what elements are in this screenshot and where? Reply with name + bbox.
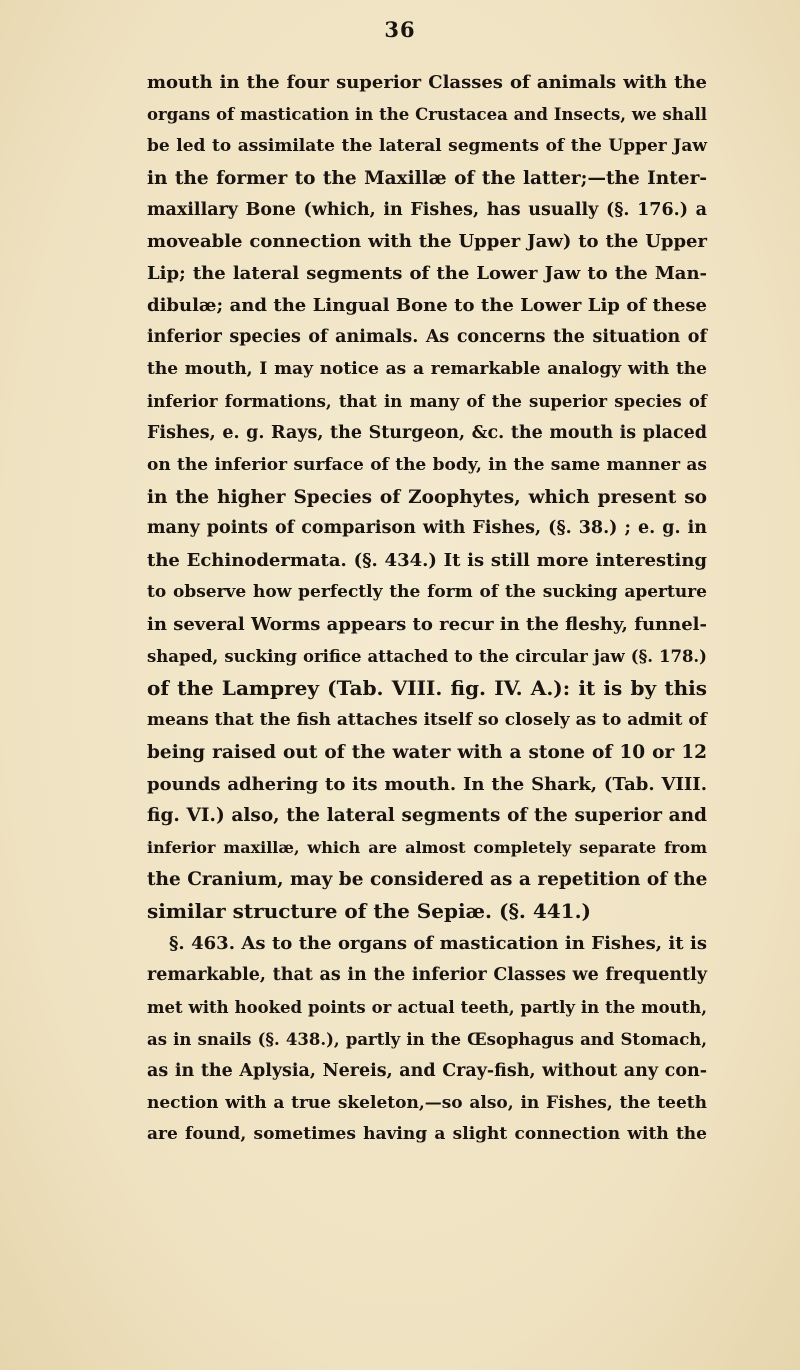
text-line: inferior species of animals. As concerns the situation of: [147, 327, 707, 348]
text-line: Fishes, e. g. Rays, the Sturgeon, &c. the mouth is placed: [147, 422, 707, 443]
text-line: to observe how perfectly the form of the sucking aperture: [147, 582, 707, 603]
text-line: the mouth, I may notice as a remarkable analogy with the: [147, 359, 707, 380]
text-line: pounds adhering to its mouth. In the Shark, (Tab. VIII.: [147, 773, 707, 795]
text-line: are found, sometimes having a slight connection with the: [147, 1124, 707, 1145]
text-line: means that the fish attaches itself so closely as to admit of: [147, 709, 707, 730]
text-line: be led to assimilate the lateral segments of the Upper Jaw: [147, 135, 707, 156]
text-line: of the Lamprey (Tab. VIII. fig. IV. A.): it is by this: [147, 675, 707, 700]
text-line: in the higher Species of Zoophytes, which present so: [147, 486, 707, 508]
text-line-section-start: §. 463. As to the organs of mastication in Fishes, it is: [169, 933, 707, 955]
text-line: mouth in the four superior Classes of animals with the: [147, 72, 707, 93]
page-number: 36: [384, 17, 416, 42]
text-line: being raised out of the water with a stone of 10 or 12: [147, 741, 707, 763]
text-line: as in the Aplysia, Nereis, and Cray-fish, without any con-: [147, 1060, 707, 1081]
text-line: in the former to the Maxillæ of the latter;—the Inter-: [147, 167, 707, 189]
text-line: the Cranium, may be considered as a repetition of the: [147, 869, 708, 891]
text-line: on the inferior surface of the body, in the same manner as: [147, 454, 707, 475]
text-line: remarkable, that as in the inferior Classes we frequently: [147, 964, 707, 985]
text-line: inferior maxillæ, which are almost completely separate from: [147, 838, 707, 858]
text-line: many points of comparison with Fishes, (§. 38.) ; e. g. in: [147, 518, 707, 539]
text-line: in several Worms appears to recur in the fleshy, funnel-: [147, 614, 707, 636]
text-line: the Echinodermata. (§. 434.) It is still more interesting: [147, 550, 707, 572]
text-line: moveable connection with the Upper Jaw) to the Upper: [147, 231, 707, 253]
text-line: met with hooked points or actual teeth, partly in the mouth,: [147, 997, 707, 1017]
text-line: inferior formations, that in many of the superior species of: [147, 391, 707, 411]
body-text: [147, 67, 707, 1151]
text-line: dibulæ; and the Lingual Bone to the Lower Lip of these: [147, 295, 707, 317]
text-line: fig. VI.) also, the lateral segments of the superior and: [147, 805, 707, 827]
text-line: nection with a true skeleton,—so also, in Fishes, the teeth: [147, 1092, 707, 1113]
text-line: shaped, sucking orifice attached to the circular jaw (§. 178.): [147, 647, 707, 667]
text-line: organs of mastication in the Crustacea and Insects, we shall: [147, 104, 707, 124]
text-line: Lip; the lateral segments of the Lower Jaw to the Man-: [147, 263, 707, 285]
text-line-paragraph-end: similar structure of the Sepiæ. (§. 441.): [147, 899, 592, 924]
text-line: as in snails (§. 438.), partly in the Œsophagus and Stomach,: [147, 1029, 707, 1049]
text-line: maxillary Bone (which, in Fishes, has usually (§. 176.) a: [147, 199, 707, 220]
